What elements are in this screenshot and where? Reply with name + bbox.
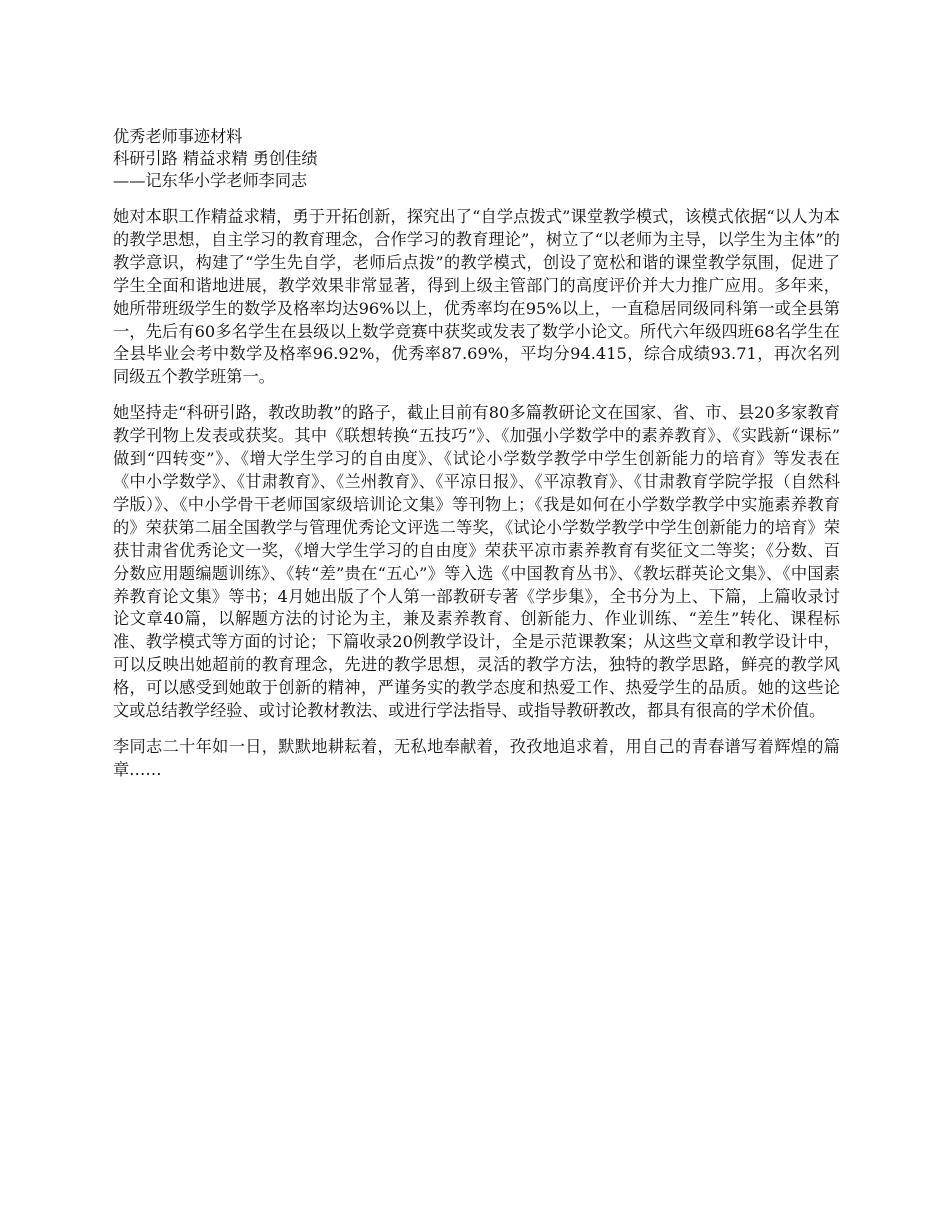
paragraph-teaching-model: 她对本职工作精益求精，勇于开拓创新，探究出了“自学点拨式”课堂教学模式，该模式依据“以人为本的教学思想，自主学习的教育理念，合作学习的教育理论”，树立了“以老师为主导，以学生为主体”的教学意识，构建了“学生先自学，老师后点拨”的教学模式，创设了宽松和谐的课堂教学氛围，促进了学生全面和谐地进展，教学效果非常显著，得到上级主管部门的高度评价并大力推广应用。多年来，她所带班级学生的数学及格率均达96%以上，优秀率均在95%以上，一直稳居同级同科第一或全县第一，先后有60多名学生在县级以上数学竞赛中获奖或发表了数学小论文。所代六年级四班68名学生在全县毕业会考中数学及格率96.92%，优秀率87.69%，平均分94.415，综合成绩93.71，再次名列同级五个教学班第一。 <box>113 207 840 387</box>
paragraph-closing: 李同志二十年如一日，默默地耕耘着，无私地奉献着，孜孜地追求着，用自己的青春谱写着辉煌的篇章…… <box>113 736 840 779</box>
document-title: 优秀老师事迹材料 <box>113 127 243 146</box>
paragraph-research-publications: 她坚持走“科研引路，教改助教”的路子，截止目前有80多篇教研论文在国家、省、市、县20多家教育教学刊物上发表或获奖。其中《联想转换“五技巧”》、《加强小学数学中的素养教育》、《实践新“课标” 做到“四转变”》、《增大学生学习的自由度》、《试论小学数学教学中学生创新能力的培育》等发表在《中小学数学》、《甘肃教育》、《兰州教育》、《平凉日报》、《平凉教育》、《甘肃教育学院学报（自然科学版）》、《中小学骨干老师国家级培训论文集》等刊物上；《我是如何在小学数学教学中实施素养教育的》荣获第二届全国教学与管理优秀论文评选二等奖，《试论小学数学教学中学生创新能力的培育》荣获甘肃省优秀论文一奖，《增大学生学习的自由度》荣获平凉市素养教育有奖征文二等奖；《分数、百分数应用题编题训练》、《转“差”贵在“五心”》等入选《中国教育丛书》、《教坛群英论文集》、《中国素养教育论文集》等书；4月她出版了个人第一部教研专著《学步集》，全书分为上、下篇，上篇收录讨论文章40篇，以解题方法的讨论为主，兼及素养教育、创新能力、作业训练、“差生”转化、课程标准、教学模式等方面的讨论；下篇收录20例教学设计，全是示范课教案；从这些文章和教学设计中，可以反映出她超前的教育理念，先进的教学思想，灵活的教学方法，独特的教学思路，鲜亮的教学风格，可以感受到她敢于创新的精神，严谨务实的教学态度和热爱工作、热爱学生的品质。她的这些论文或总结教学经验、或讨论教材教法、或进行学法指导、或指导教研教改，都具有很高的学术价值。 <box>113 403 840 721</box>
document-body <box>113 126 840 795</box>
header-spacer <box>113 192 840 206</box>
document-subtitle: 科研引路 精益求精 勇创佳绩 <box>113 149 318 168</box>
document-byline: ——记东华小学老师李同志 <box>113 171 308 190</box>
